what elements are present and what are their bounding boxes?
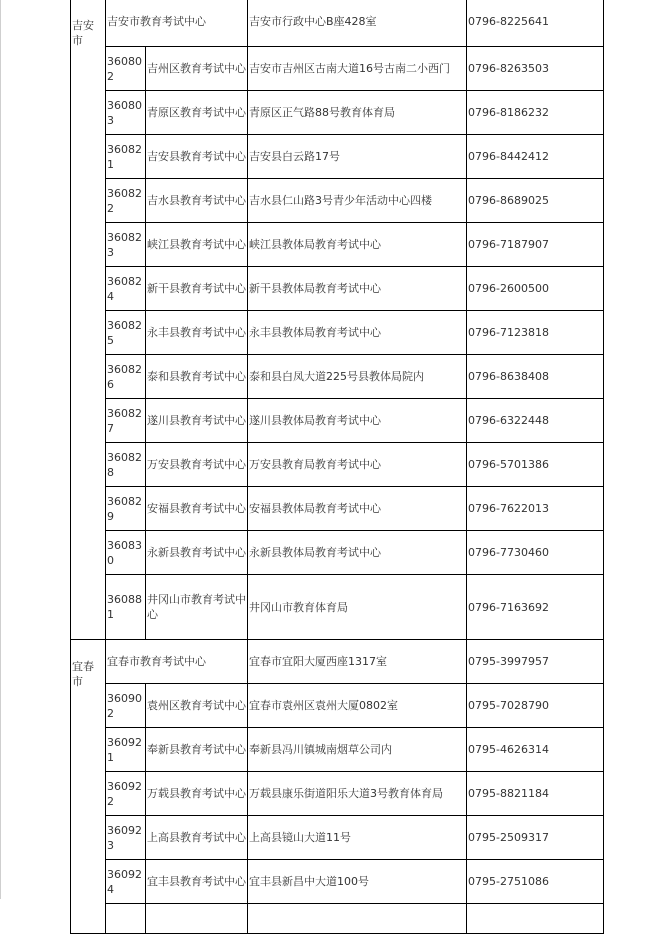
name-cell: 泰和县教育考试中心 — [146, 355, 248, 399]
address-cell: 永丰县教体局教育考试中心 — [248, 311, 467, 355]
name-cell: 宜丰县教育考试中心 — [146, 860, 248, 904]
address-cell: 吉安市行政中心B座428室 — [248, 0, 467, 47]
phone-cell: 0796-7187907 — [467, 223, 604, 267]
code-cell: 360824 — [106, 267, 146, 311]
table-row — [71, 179, 604, 223]
address-cell: 宜春市宜阳大厦西座1317室 — [248, 640, 467, 684]
table-row — [71, 772, 604, 816]
phone-cell: 0795-2509317 — [467, 816, 604, 860]
table-row — [71, 355, 604, 399]
phone-cell: 0796-8186232 — [467, 91, 604, 135]
name-cell: 吉安县教育考试中心 — [146, 135, 248, 179]
address-cell: 奉新县冯川镇城南烟草公司内 — [248, 728, 467, 772]
table-row — [71, 0, 604, 47]
center-name-cell: 宜春市教育考试中心 — [106, 640, 248, 684]
address-cell: 吉水县仁山路3号青少年活动中心四楼 — [248, 179, 467, 223]
phone-cell: 0796-7163692 — [467, 575, 604, 640]
name-cell: 新干县教育考试中心 — [146, 267, 248, 311]
address-cell: 吉安市吉州区古南大道16号古南二小西门 — [248, 47, 467, 91]
phone-cell: 0796-8689025 — [467, 179, 604, 223]
phone-cell: 0796-8225641 — [467, 0, 604, 47]
code-cell: 360825 — [106, 311, 146, 355]
address-cell: 井冈山市教育体育局 — [248, 575, 467, 640]
table-row — [71, 816, 604, 860]
table-row — [71, 904, 604, 934]
code-cell: 360921 — [106, 728, 146, 772]
table-row — [71, 135, 604, 179]
table-row — [71, 728, 604, 772]
table-row — [71, 684, 604, 728]
name-cell: 井冈山市教育考试中心 — [146, 575, 248, 640]
code-cell: 360828 — [106, 443, 146, 487]
phone-cell: 0796-8638408 — [467, 355, 604, 399]
code-cell: 360923 — [106, 816, 146, 860]
code-cell: 360821 — [106, 135, 146, 179]
address-cell: 安福县教体局教育考试中心 — [248, 487, 467, 531]
address-cell: 遂川县教体局教育考试中心 — [248, 399, 467, 443]
name-cell: 上高县教育考试中心 — [146, 816, 248, 860]
code-cell: 360802 — [106, 47, 146, 91]
table-row — [71, 399, 604, 443]
address-cell: 泰和县白凤大道225号县教体局院内 — [248, 355, 467, 399]
table-row — [71, 223, 604, 267]
code-cell: 360827 — [106, 399, 146, 443]
name-cell: 袁州区教育考试中心 — [146, 684, 248, 728]
table-row — [71, 575, 604, 640]
address-cell: 万安县教育局教育考试中心 — [248, 443, 467, 487]
phone-cell: 0795-8821184 — [467, 772, 604, 816]
name-cell: 永新县教育考试中心 — [146, 531, 248, 575]
code-cell: 360881 — [106, 575, 146, 640]
center-name-cell: 吉安市教育考试中心 — [106, 0, 248, 47]
table-row — [71, 91, 604, 135]
name-cell — [146, 904, 248, 934]
name-cell: 奉新县教育考试中心 — [146, 728, 248, 772]
table-row — [71, 640, 604, 684]
city-cell: 吉安市 — [71, 0, 106, 640]
phone-cell — [467, 904, 604, 934]
code-cell: 360822 — [106, 179, 146, 223]
name-cell: 万载县教育考试中心 — [146, 772, 248, 816]
code-cell — [106, 904, 146, 934]
name-cell: 峡江县教育考试中心 — [146, 223, 248, 267]
address-cell: 峡江县教体局教育考试中心 — [248, 223, 467, 267]
exam-center-table — [70, 0, 604, 934]
code-cell: 360922 — [106, 772, 146, 816]
address-cell: 吉安县白云路17号 — [248, 135, 467, 179]
address-cell: 宜丰县新昌中大道100号 — [248, 860, 467, 904]
name-cell: 吉州区教育考试中心 — [146, 47, 248, 91]
name-cell: 万安县教育考试中心 — [146, 443, 248, 487]
code-cell: 360826 — [106, 355, 146, 399]
name-cell: 安福县教育考试中心 — [146, 487, 248, 531]
address-cell: 永新县教体局教育考试中心 — [248, 531, 467, 575]
code-cell: 360902 — [106, 684, 146, 728]
phone-cell: 0796-8263503 — [467, 47, 604, 91]
table-row — [71, 860, 604, 904]
address-cell: 青原区正气路88号教育体育局 — [248, 91, 467, 135]
table-row — [71, 531, 604, 575]
phone-cell: 0796-7123818 — [467, 311, 604, 355]
phone-cell: 0795-3997957 — [467, 640, 604, 684]
phone-cell: 0796-6322448 — [467, 399, 604, 443]
phone-cell: 0796-8442412 — [467, 135, 604, 179]
table-row — [71, 487, 604, 531]
address-cell — [248, 904, 467, 934]
table-row — [71, 47, 604, 91]
code-cell: 360924 — [106, 860, 146, 904]
code-cell: 360823 — [106, 223, 146, 267]
address-cell: 宜春市袁州区袁州大厦0802室 — [248, 684, 467, 728]
name-cell: 永丰县教育考试中心 — [146, 311, 248, 355]
code-cell: 360830 — [106, 531, 146, 575]
page-edge-line — [0, 0, 1, 899]
code-cell: 360829 — [106, 487, 146, 531]
table-row — [71, 267, 604, 311]
phone-cell: 0795-4626314 — [467, 728, 604, 772]
phone-cell: 0796-7622013 — [467, 487, 604, 531]
phone-cell: 0796-5701386 — [467, 443, 604, 487]
city-cell: 宜春市 — [71, 640, 106, 934]
name-cell: 遂川县教育考试中心 — [146, 399, 248, 443]
name-cell: 吉水县教育考试中心 — [146, 179, 248, 223]
phone-cell: 0795-7028790 — [467, 684, 604, 728]
code-cell: 360803 — [106, 91, 146, 135]
phone-cell: 0796-2600500 — [467, 267, 604, 311]
phone-cell: 0796-7730460 — [467, 531, 604, 575]
address-cell: 新干县教体局教育考试中心 — [248, 267, 467, 311]
phone-cell: 0795-2751086 — [467, 860, 604, 904]
table-row — [71, 311, 604, 355]
address-cell: 上高县镜山大道11号 — [248, 816, 467, 860]
address-cell: 万载县康乐街道阳乐大道3号教育体育局 — [248, 772, 467, 816]
table-row — [71, 443, 604, 487]
name-cell: 青原区教育考试中心 — [146, 91, 248, 135]
